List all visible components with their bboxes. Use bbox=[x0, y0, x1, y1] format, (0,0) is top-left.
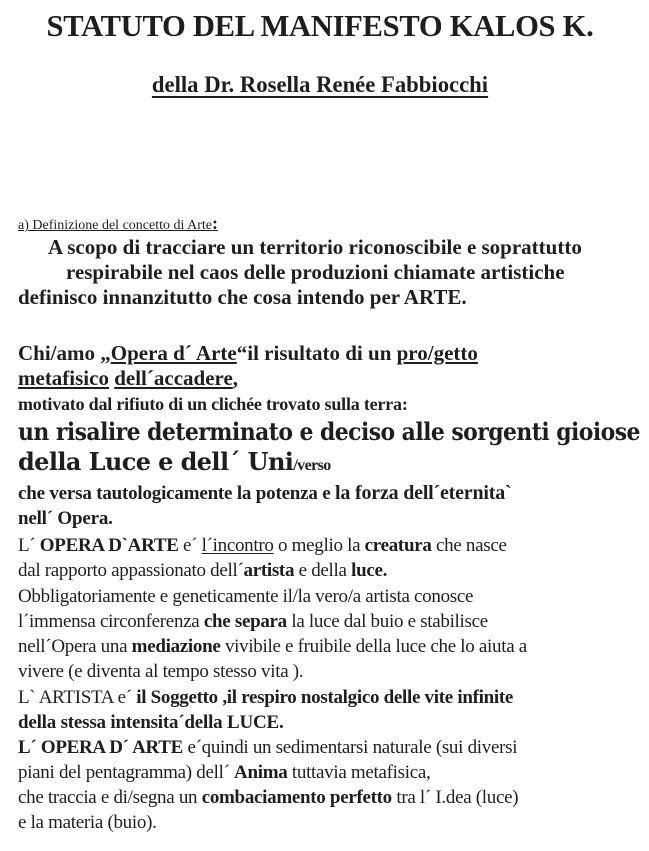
text-run: , bbox=[232, 366, 239, 390]
document-subtitle: della Dr. Rosella Renée Fabbiocchi bbox=[151, 72, 489, 97]
metafisico-underlined: metafisico bbox=[18, 366, 109, 390]
accadere-underlined: dell´accadere bbox=[114, 366, 233, 390]
para1-line-6 bbox=[18, 482, 511, 505]
text-run-small: /verso bbox=[293, 457, 331, 474]
para2-line-6: vivere (e diventa al tempo stesso vita ). bbox=[18, 661, 304, 682]
text-run: vivibile e fruibile della luce che lo aiuta a bbox=[220, 636, 527, 657]
document-title: STATUTO DEL MANIFESTO KALOS K. bbox=[46, 8, 594, 43]
text-run: o meglio la bbox=[273, 535, 365, 556]
para1-line-3: motivato dal rifiuto di un clichée trovato sulla terra: bbox=[18, 394, 408, 414]
para2-line-11 bbox=[18, 787, 518, 809]
intro-line-2: respirabile nel caos delle produzioni chiamate artistiche bbox=[66, 260, 565, 284]
text-run: L´ bbox=[18, 535, 40, 556]
text-run-bold: artista bbox=[243, 560, 295, 581]
para2-line-9 bbox=[18, 737, 517, 759]
text-run: la forza dell´eternita` bbox=[335, 482, 512, 504]
text-run: che nasce bbox=[431, 535, 507, 556]
text-run: che versa tautologicamente la potenza e bbox=[18, 483, 336, 504]
text-run: tra l´ I.dea (luce) bbox=[391, 787, 519, 808]
text-run: la luce dal buio e stabilisce bbox=[286, 611, 488, 632]
para1-line-5 bbox=[18, 447, 331, 476]
section-colon: : bbox=[211, 213, 218, 233]
progetto-underlined: pro/getto bbox=[396, 341, 478, 365]
text-run-bold: OPERA D`ARTE bbox=[39, 535, 179, 556]
intro-line-1: A scopo di tracciare un territorio riconoscibile e soprattutto bbox=[48, 235, 582, 259]
para1-line-7: nell´ Opera. bbox=[18, 508, 113, 529]
text-run: nell´Opera una bbox=[18, 636, 132, 657]
text-run: l´immensa circonferenza bbox=[18, 611, 204, 632]
text-run: e´quindi un sedimentarsi naturale (sui diversi bbox=[183, 737, 518, 758]
text-run: “il risultato di un bbox=[236, 341, 397, 365]
text-run-bold: creatura bbox=[364, 535, 432, 556]
text-run-bold: Anima bbox=[234, 762, 288, 783]
para2-line-7 bbox=[18, 687, 513, 709]
section-label: a) Definizione del concetto di Arte bbox=[18, 218, 212, 233]
para2-line-4 bbox=[18, 611, 488, 633]
text-run: tuttavia metafisica, bbox=[287, 762, 431, 783]
para2-line-12: e la materia (buio). bbox=[18, 812, 157, 833]
text-run: che traccia e di/segna un bbox=[18, 787, 202, 808]
text-run-bold: combaciamento perfetto bbox=[201, 787, 392, 808]
text-run-bold: che separa bbox=[203, 611, 287, 632]
para1-line-2 bbox=[18, 366, 238, 391]
text-run-bold: mediazione bbox=[131, 636, 221, 657]
para2-line-1 bbox=[18, 535, 507, 557]
intro-line-3: definisco innanzitutto che cosa intendo per ARTE. bbox=[18, 285, 467, 309]
incontro-underlined: l´incontro bbox=[201, 535, 274, 556]
text-run: dal rapporto appassionato dell´ bbox=[18, 560, 244, 581]
text-run-bold: luce. bbox=[351, 560, 388, 581]
para2-line-2 bbox=[18, 560, 387, 582]
para1-line-1 bbox=[18, 341, 478, 366]
text-run: della Luce e dell´ Uni bbox=[18, 447, 294, 476]
text-run: e della bbox=[294, 560, 352, 581]
section-heading bbox=[18, 213, 218, 234]
para1-line-4: un risalire determinato e deciso alle sorgenti gioiose bbox=[18, 417, 640, 446]
text-run: e´ bbox=[178, 535, 202, 556]
text-run: L` ARTISTA e´ bbox=[18, 687, 137, 708]
para2-line-8: della stessa intensita´della LUCE. bbox=[18, 712, 284, 733]
text-run: piani del pentagramma) dell´ bbox=[18, 762, 235, 783]
opera-darte-underlined: Opera d´ Arte bbox=[110, 341, 237, 365]
text-run-bold: L´ OPERA D´ ARTE bbox=[18, 737, 184, 758]
text-run-bold: il Soggetto ,il respiro nostalgico delle vite infinite bbox=[136, 687, 514, 708]
para2-line-3: Obbligatoriamente e geneticamente il/la vero/a artista conosce bbox=[18, 586, 474, 607]
para2-line-10 bbox=[18, 762, 430, 784]
text-run: Chi/amo „ bbox=[18, 341, 111, 365]
para2-line-5 bbox=[18, 636, 527, 658]
